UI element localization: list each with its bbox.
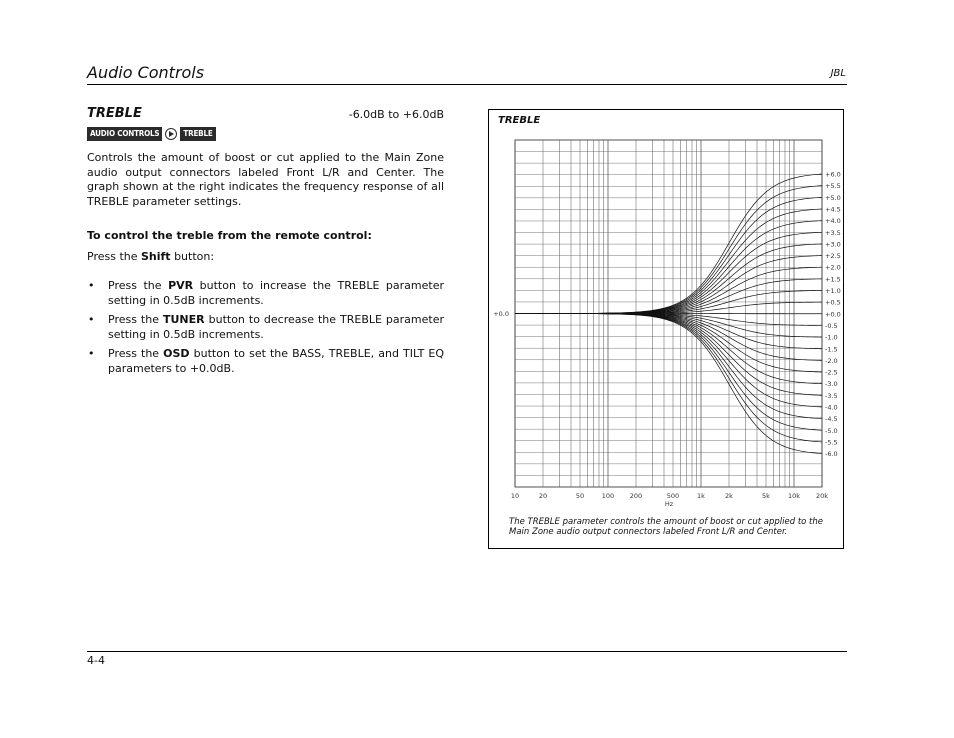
- treble-curve: [515, 314, 822, 384]
- x-axis-label: Hz: [664, 500, 674, 508]
- y-right-label: -4.0: [825, 403, 838, 412]
- x-tick-label: 10: [510, 492, 520, 500]
- press-pre: Press the: [87, 250, 141, 263]
- y-right-label: +3.0: [825, 240, 841, 249]
- key-shift: Shift: [141, 250, 171, 263]
- y-right-label: +5.5: [825, 182, 841, 191]
- y-left-label: +0.0: [493, 310, 509, 318]
- y-right-label: +2.0: [825, 263, 841, 272]
- x-tick-label: 5k: [762, 492, 770, 500]
- page-header-title: Audio Controls: [87, 63, 205, 82]
- treble-curve: [515, 197, 822, 313]
- y-right-label: -5.0: [825, 426, 838, 435]
- header-brand: JBL: [830, 68, 846, 79]
- section-range: -6.0dB to +6.0dB: [348, 108, 444, 121]
- y-right-label: +0.0: [825, 310, 841, 319]
- press-shift-line: [87, 250, 444, 265]
- page-number: 4-4: [87, 654, 105, 667]
- y-right-label: -0.5: [825, 321, 838, 330]
- x-tick-label: 10k: [787, 492, 801, 500]
- x-tick-label: 100: [601, 492, 615, 500]
- section-title: TREBLE: [87, 106, 142, 121]
- bullet-pre: Press the: [108, 347, 164, 360]
- y-right-label: -6.0: [825, 450, 838, 459]
- bullet-post: button to decrease the TREBLE parameter setting in 0.5dB increments.: [108, 313, 445, 341]
- key-tuner: TUNER: [162, 313, 205, 326]
- treble-response-chart: [488, 109, 844, 549]
- key-osd: OSD: [163, 347, 190, 360]
- header-rule: [87, 84, 847, 85]
- press-post: button:: [170, 250, 215, 263]
- treble-curve: [515, 314, 822, 373]
- section-description: Controls the amount of boost or cut applied to the Main Zone audio output connectors labeled Front L/R and Center. The graph shown at the right indicates the frequency response of all TREBLE parameter settings.: [87, 151, 444, 208]
- treble-curve: [515, 314, 822, 431]
- x-tick-label: 500: [666, 492, 680, 500]
- x-tick-label: 1k: [697, 492, 705, 500]
- arrow-right-icon: [165, 128, 177, 140]
- x-tick-label: 20: [538, 492, 548, 500]
- y-right-label: +1.0: [825, 287, 841, 295]
- y-right-label: -2.0: [825, 356, 838, 365]
- graph-title: TREBLE: [498, 115, 541, 126]
- treble-curve: [515, 314, 822, 454]
- y-right-label: -5.5: [825, 438, 838, 447]
- y-right-label: -3.5: [825, 391, 838, 400]
- breadcrumb-audio-controls: AUDIO CONTROLS: [87, 127, 162, 141]
- y-right-label: +3.5: [825, 228, 841, 237]
- list-item: [87, 313, 444, 342]
- treble-curve: [515, 209, 822, 314]
- x-tick-label: 200: [629, 492, 643, 500]
- x-tick-label: 2k: [725, 492, 733, 500]
- y-right-label: -4.5: [825, 415, 838, 424]
- treble-curve: [515, 232, 822, 313]
- y-right-label: +2.5: [825, 252, 841, 261]
- bullet-post: button to set the BASS, TREBLE, and TILT EQ parameters to +0.0dB.: [108, 347, 444, 375]
- treble-curve: [515, 314, 822, 419]
- y-right-label: +4.5: [825, 205, 841, 214]
- remote-subhead: To control the treble from the remote control:: [87, 229, 372, 242]
- y-right-label: +0.5: [825, 298, 841, 307]
- remote-instructions: [87, 279, 444, 381]
- footer-rule: [87, 651, 847, 652]
- y-right-label: -1.5: [825, 345, 838, 354]
- x-tick-label: 50: [575, 492, 585, 500]
- y-right-label: +6.0: [825, 170, 841, 179]
- y-right-label: -1.0: [825, 333, 838, 342]
- breadcrumb-treble: TREBLE: [180, 127, 215, 141]
- treble-curve: [515, 256, 822, 314]
- y-right-label: +4.0: [825, 217, 841, 226]
- graph-caption: The TREBLE parameter controls the amount of boost or cut applied to the Main Zone audio output connectors labeled Front L/R and Center.: [509, 517, 824, 537]
- y-right-label: -3.0: [825, 380, 838, 389]
- menu-breadcrumb: [87, 127, 216, 141]
- y-right-label: -2.5: [825, 368, 838, 377]
- bullet-post: button to increase the TREBLE parameter setting in 0.5dB increments.: [108, 279, 445, 307]
- key-pvr: PVR: [168, 279, 194, 292]
- list-item: [87, 279, 444, 308]
- bullet-pre: Press the: [108, 313, 163, 326]
- y-right-label: +5.0: [825, 193, 841, 202]
- treble-curve: [515, 314, 822, 408]
- list-item: [87, 347, 444, 376]
- bullet-pre: Press the: [108, 279, 169, 292]
- x-tick-label: 20k: [815, 492, 829, 500]
- y-right-label: +1.5: [825, 275, 841, 284]
